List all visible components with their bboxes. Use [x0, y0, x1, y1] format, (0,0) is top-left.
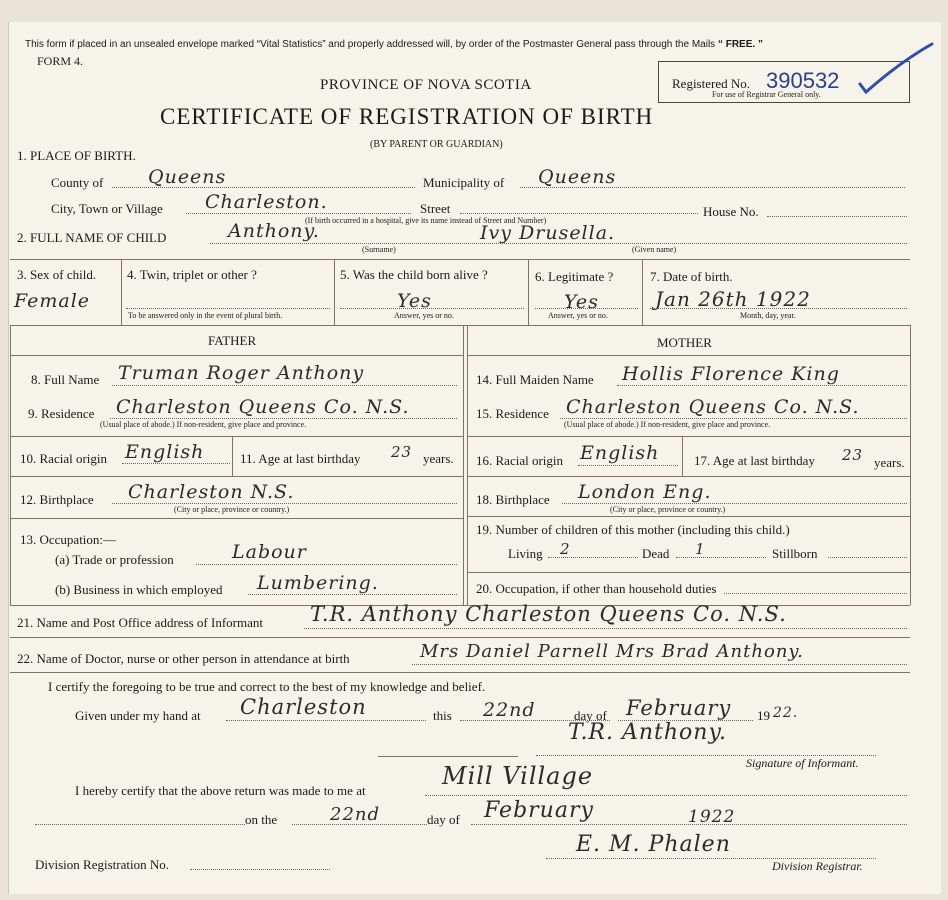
sex-value: Female	[14, 290, 91, 312]
surname-caption: (Surname)	[362, 245, 396, 254]
given-place-value: Charleston	[240, 695, 367, 719]
page-subtitle: (BY PARENT OR GUARDIAN)	[370, 139, 503, 150]
mother-name-value: Hollis Florence King	[622, 363, 840, 385]
division-registration-label: Division Registration No.	[35, 857, 169, 872]
informant-label: 21. Name and Post Office address of Informant	[17, 615, 263, 630]
place-of-birth-label: 1. PLACE OF BIRTH.	[17, 148, 136, 163]
dead-value: 1	[695, 540, 706, 558]
mother-racial-label: 16. Racial origin	[476, 453, 564, 468]
mother-birthplace-value: London Eng.	[578, 481, 712, 503]
father-birthplace-label: 12. Birthplace	[20, 492, 94, 507]
living-value: 2	[560, 540, 571, 558]
mother-racial-value: English	[580, 442, 660, 464]
registrar-signature: E. M. Phalen	[576, 832, 731, 857]
date-of-birth-label: 7. Date of birth.	[650, 269, 733, 284]
house-number-label: House No.	[703, 204, 759, 219]
legitimate-note: Answer, yes or no.	[548, 311, 608, 320]
county-label: County of	[51, 175, 104, 190]
father-age-label: 11. Age at last birthday	[240, 451, 361, 466]
mother-name-label: 14. Full Maiden Name	[476, 372, 594, 387]
mother-residence-label: 15. Residence	[476, 406, 549, 421]
registrar-use-note: For use of Registrar General only.	[712, 90, 821, 99]
registered-number: 390532	[766, 68, 840, 93]
municipality-value: Queens	[538, 166, 617, 188]
mother-age-label: 17. Age at last birthday	[694, 453, 815, 468]
stillborn-label: Stillborn	[772, 546, 818, 561]
father-header: FATHER	[208, 333, 257, 348]
father-residence-value: Charleston Queens Co. N.S.	[116, 396, 410, 418]
given-under-label: Given under my hand at	[75, 708, 201, 723]
registrar-month-value: February	[484, 798, 594, 823]
trade-label: (a) Trade or profession	[55, 552, 174, 567]
child-name-label: 2. FULL NAME OF CHILD	[17, 230, 167, 245]
child-surname-value: Anthony.	[228, 220, 320, 242]
mother-age-value: 23	[842, 446, 864, 464]
informant-signature: T.R. Anthony.	[568, 720, 727, 745]
registrar-certify-text: I hereby certify that the above return was made to me at	[75, 783, 366, 798]
father-birthplace-note: (City or place, province or country.)	[174, 505, 290, 514]
father-years-label: years.	[423, 451, 454, 466]
mother-years-label: years.	[874, 455, 905, 470]
informant-value: T.R. Anthony Charleston Queens Co. N.S.	[310, 602, 787, 626]
given-month-value: February	[626, 696, 732, 720]
father-residence-label: 9. Residence	[28, 406, 95, 421]
father-racial-value: English	[125, 441, 205, 463]
mail-notice: This form if placed in an unsealed envelope marked “Vital Statistics” and properly addressed will, by order of the Postmaster General pass through the Mails “ FREE. ”	[25, 39, 763, 50]
on-the-label: on the	[245, 812, 278, 827]
born-alive-label: 5. Was the child born alive ?	[340, 267, 488, 282]
mother-header: MOTHER	[657, 335, 712, 350]
twin-note: To be answered only in the event of plural birth.	[128, 311, 283, 320]
father-residence-note: (Usual place of abode.) If non-resident, give place and province.	[100, 420, 307, 429]
trade-value: Labour	[232, 541, 307, 563]
registrar-place-value: Mill Village	[442, 762, 594, 790]
father-name-label: 8. Full Name	[31, 372, 100, 387]
twin-label: 4. Twin, triplet or other ?	[127, 267, 257, 282]
father-birthplace-value: Charleston N.S.	[128, 481, 295, 503]
registered-label: Registered No.	[672, 76, 750, 91]
born-alive-value: Yes	[397, 290, 432, 312]
attendant-value: Mrs Daniel Parnell Mrs Brad Anthony.	[420, 641, 804, 662]
informant-signature-caption: Signature of Informant.	[746, 756, 859, 770]
blue-check-mark	[850, 42, 940, 97]
given-year-value: 22.	[773, 705, 799, 721]
street-label: Street	[420, 201, 451, 216]
given-day-value: 22nd	[483, 699, 536, 721]
father-racial-label: 10. Racial origin	[20, 451, 108, 466]
child-given-name-value: Ivy Drusella.	[480, 222, 616, 244]
hospital-note: (If birth occurred in a hospital, give its name instead of Street and Number)	[305, 216, 547, 225]
occupation-label: 13. Occupation:—	[20, 532, 117, 547]
dead-label: Dead	[642, 546, 670, 561]
registrar-day-value: 22nd	[330, 804, 381, 825]
given-name-caption: (Given name)	[632, 245, 677, 254]
date-of-birth-value: Jan 26th 1922	[655, 287, 811, 311]
city-label: City, Town or Village	[51, 201, 163, 216]
sex-label: 3. Sex of child.	[17, 267, 97, 282]
division-registrar-caption: Division Registrar.	[772, 859, 863, 873]
father-name-value: Truman Roger Anthony	[118, 362, 365, 384]
date-of-birth-note: Month, day, year.	[740, 311, 796, 320]
form-number: FORM 4.	[37, 54, 84, 68]
registrar-day-of-label: day of	[427, 812, 460, 827]
given-year-prefix: 19	[757, 708, 770, 723]
mother-birthplace-label: 18. Birthplace	[476, 492, 550, 507]
certify-text: I certify the foregoing to be true and correct to the best of my knowledge and belief.	[48, 679, 486, 694]
province-heading: PROVINCE OF NOVA SCOTIA	[320, 77, 532, 93]
mother-residence-note: (Usual place of abode.) If non-resident, give place and province.	[564, 420, 771, 429]
city-value: Charleston.	[205, 191, 328, 213]
page-title: CERTIFICATE OF REGISTRATION OF BIRTH	[160, 104, 654, 129]
business-value: Lumbering.	[257, 572, 379, 594]
children-count-label: 19. Number of children of this mother (including this child.)	[476, 522, 790, 537]
born-alive-note: Answer, yes or no.	[394, 311, 454, 320]
legitimate-value: Yes	[564, 291, 599, 313]
county-value: Queens	[148, 166, 227, 188]
legitimate-label: 6. Legitimate ?	[535, 269, 614, 284]
business-label: (b) Business in which employed	[55, 582, 223, 597]
mother-residence-value: Charleston Queens Co. N.S.	[566, 396, 860, 418]
mother-birthplace-note: (City or place, province or country.)	[610, 505, 726, 514]
municipality-label: Municipality of	[423, 175, 505, 190]
mother-occupation-label: 20. Occupation, if other than household duties	[476, 581, 717, 596]
this-label: this	[433, 708, 452, 723]
father-age-value: 23	[391, 443, 413, 461]
day-of-label: day of	[574, 708, 607, 723]
living-label: Living	[508, 546, 543, 561]
attendant-label: 22. Name of Doctor, nurse or other person in attendance at birth	[17, 651, 350, 666]
registrar-year-value: 1922	[688, 807, 736, 827]
